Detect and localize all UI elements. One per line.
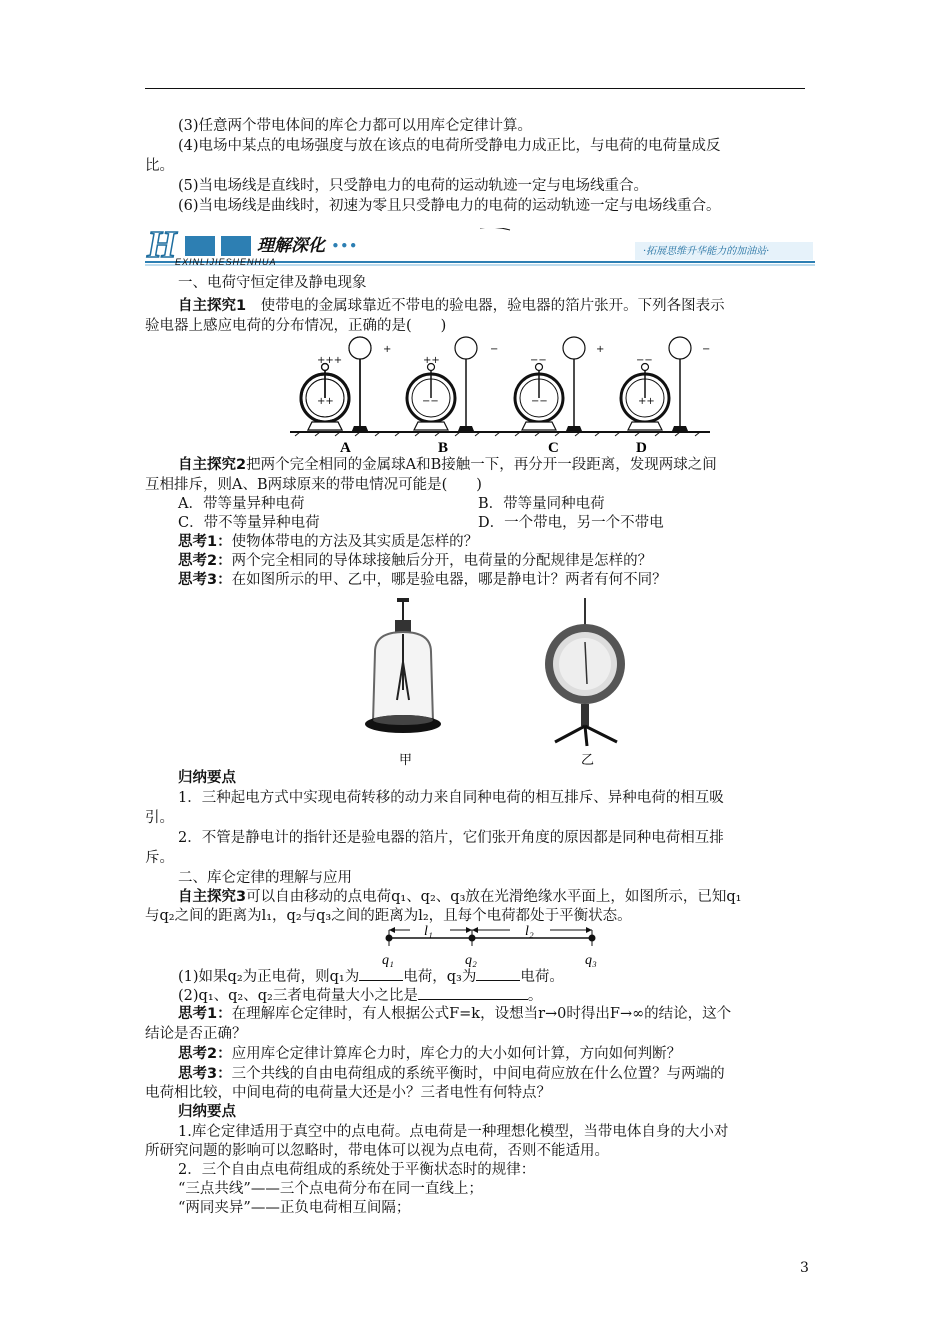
think-label: 思考1： xyxy=(178,534,232,550)
think-label: 思考1： xyxy=(178,1006,232,1022)
svg-text:−: − xyxy=(490,344,499,355)
option-b: B．带等量同种电荷 xyxy=(478,496,605,512)
summary-item: “两同夹异”——正负电荷相互间隔； xyxy=(178,1200,411,1216)
think-text: 结论是否正确？ xyxy=(145,1026,247,1042)
banner-dots: ••• xyxy=(331,237,358,255)
page-number: 3 xyxy=(800,1260,809,1276)
banner-logo: H xyxy=(147,224,177,266)
summary-item: 斥。 xyxy=(145,850,174,866)
figure-label: C xyxy=(548,440,559,456)
list-item: (3)任意两个带电体间的库仑力都可以用库仑定律计算。 xyxy=(178,118,533,134)
summary-item: 1．三种起电方式中实现电荷转移的动力来自同种电荷的相互排斥、异种电荷的相互吸 xyxy=(178,790,724,806)
figure-label: D xyxy=(636,440,647,456)
question-text: 互相排斥，则A、B两球原来的带电情况可能是( ) xyxy=(145,477,482,493)
figure-label: B xyxy=(438,440,449,456)
svg-text:++: ++ xyxy=(638,396,655,407)
svg-text:+++: +++ xyxy=(317,355,343,366)
instruments-figure xyxy=(355,592,635,772)
think-label: 思考2： xyxy=(178,1046,232,1062)
fill-text: 电荷，q₃为 xyxy=(403,969,477,985)
fill-text: 电荷。 xyxy=(520,969,564,985)
banner-slogan: ·拓展思维升华能力的加油站· xyxy=(643,246,770,257)
banner-pinyin: EXINLIJIESHENHUA xyxy=(175,257,277,267)
think-label: 思考3： xyxy=(178,572,232,588)
charges-diagram xyxy=(380,922,610,970)
fill-text: (2)q₁、q₂、q₂三者电荷量大小之比是 xyxy=(178,988,418,1004)
think-label: 思考3： xyxy=(178,1066,232,1082)
question-label: 自主探究3 xyxy=(178,889,247,905)
electroscope-photo xyxy=(365,598,441,733)
question-text: 可以自由移动的点电荷q₁、q₂、q₃放在光滑绝缘水平面上，如图所示，已知q₁ xyxy=(246,889,742,905)
question-text: 把两个完全相同的金属球A和B接触一下，再分开一段距离，发现两球之间 xyxy=(246,457,717,473)
electroscope-figure xyxy=(290,336,710,456)
summary-item: 引。 xyxy=(145,810,174,826)
question-text: 验电器上感应电荷的分布情况，正确的是( ) xyxy=(145,318,447,334)
option-a: A．带等量异种电荷 xyxy=(178,496,305,512)
electrometer-photo xyxy=(545,598,625,746)
svg-text:+: + xyxy=(596,344,605,355)
svg-text:−: − xyxy=(702,344,710,355)
section-banner xyxy=(145,224,815,268)
think-label: 思考2： xyxy=(178,553,232,569)
fill-text: 。 xyxy=(527,988,543,1004)
option-d: D．一个带电，另一个不带电 xyxy=(478,515,664,531)
q1-label: q₁ xyxy=(382,953,394,968)
summary-item: 所研究问题的影响可以忽略时，带电体可以视为点电荷，否则不能适用。 xyxy=(145,1143,609,1159)
q3-label: q₃ xyxy=(585,953,597,968)
banner-title: 理解深化 xyxy=(257,236,325,256)
think-text: 三个共线的自由电荷组成的系统平衡时，中间电荷应放在什么位置？与两端的 xyxy=(231,1066,725,1082)
svg-text:−−: −− xyxy=(531,396,548,407)
l2-label: l₂ xyxy=(525,924,534,939)
photo-label: 乙 xyxy=(581,753,595,768)
think-text: 两个完全相同的导体球接触后分开，电荷量的分配规律是怎样的？ xyxy=(231,553,653,569)
question-label: 自主探究2 xyxy=(178,457,247,473)
svg-text:−−: −− xyxy=(422,396,439,407)
svg-text:−−: −− xyxy=(530,355,547,366)
summary-item: 1.库仑定律适用于真空中的点电荷。点电荷是一种理想化模型，当带电体自身的大小对 xyxy=(178,1124,729,1140)
fill-text: (1)如果q₂为正电荷，则q₁为 xyxy=(178,969,360,985)
think-text: 应用库仑定律计算库仑力时，库仑力的大小如何计算，方向如何判断？ xyxy=(231,1046,682,1062)
svg-text:+: + xyxy=(383,344,392,355)
q2-label: q₂ xyxy=(465,953,477,968)
summary-item: 2．不管是静电计的指针还是验电器的箔片，它们张开角度的原因都是同种电荷相互排 xyxy=(178,830,724,846)
question-label: 自主探究1 xyxy=(178,298,247,314)
option-c: C．带不等量异种电荷 xyxy=(178,515,320,531)
think-text: 电荷相比较，中间电荷的电荷量大还是小？三者电性有何特点？ xyxy=(145,1085,551,1101)
think-text: 在如图所示的甲、乙中，哪是验电器，哪是静电计？两者有何不同？ xyxy=(231,572,667,588)
section-heading: 二、库仑定律的理解与应用 xyxy=(178,870,352,886)
answer-blank[interactable] xyxy=(418,985,528,1000)
header-rule xyxy=(145,88,805,89)
svg-text:++: ++ xyxy=(423,355,440,366)
summary-label: 归纳要点 xyxy=(178,1104,236,1120)
answer-blank[interactable] xyxy=(476,966,520,981)
think-text: 在理解库仑定律时，有人根据公式F=k，设想当r→0时得出F→∞的结论，这个 xyxy=(231,1006,732,1022)
l1-label: l₁ xyxy=(424,924,433,939)
figure-label: A xyxy=(340,440,351,456)
list-item: 比。 xyxy=(145,158,174,174)
question-text: 使带电的金属球靠近不带电的验电器，验电器的箔片张开。下列各图表示 xyxy=(246,298,725,314)
section-heading: 一、电荷守恒定律及静电现象 xyxy=(178,275,367,291)
answer-blank[interactable] xyxy=(359,966,403,981)
think-text: 使物体带电的方法及其实质是怎样的？ xyxy=(231,534,479,550)
list-item: (4)电场中某点的电场强度与放在该点的电荷所受静电力成正比，与电荷的电荷量成反 xyxy=(178,138,721,154)
summary-item: 2．三个自由点电荷组成的系统处于平衡状态时的规律： xyxy=(178,1162,536,1178)
list-item: (6)当电场线是曲线时，初速为零且只受静电力的电荷的运动轨迹一定与电场线重合。 xyxy=(178,198,721,214)
list-item: (5)当电场线是直线时，只受静电力的电荷的运动轨迹一定与电场线重合。 xyxy=(178,178,649,194)
summary-label: 归纳要点 xyxy=(178,770,236,786)
svg-text:++: ++ xyxy=(317,396,334,407)
photo-label: 甲 xyxy=(399,753,413,768)
question-text: 与q₂之间的距离为l₁，q₂与q₃之间的距离为l₂，且每个电荷都处于平衡状态。 xyxy=(145,908,632,924)
svg-text:−−: −− xyxy=(636,355,653,366)
summary-item: “三点共线”——三个点电荷分布在同一直线上； xyxy=(178,1181,483,1197)
